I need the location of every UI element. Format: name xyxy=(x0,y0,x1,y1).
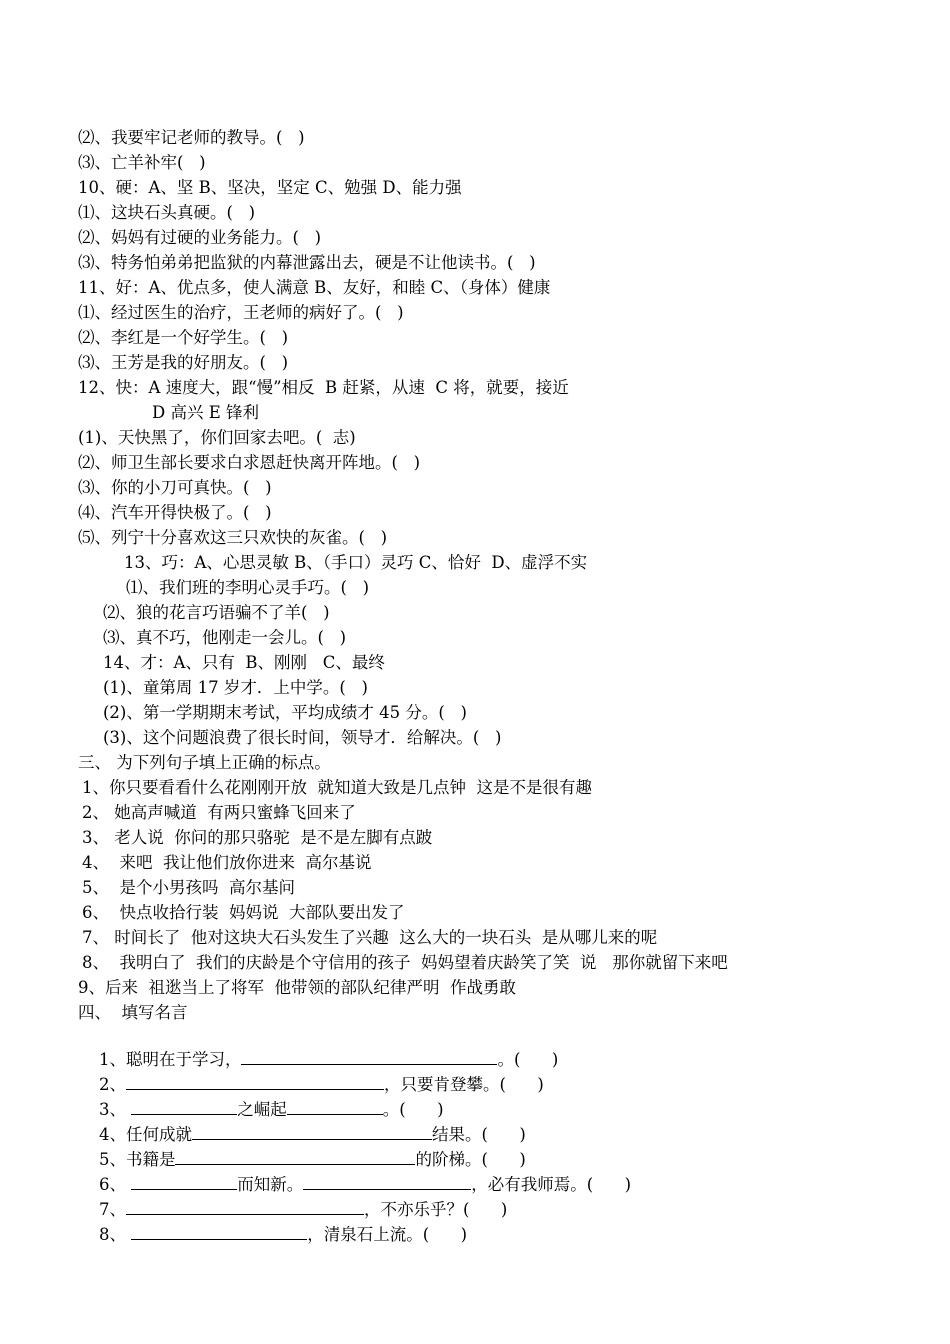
text-line: 11、好：A、优点多，使人满意 B、友好，和睦 C、（身体）健康 xyxy=(78,278,551,297)
quote-suffix: 的阶梯。( ) xyxy=(415,1150,526,1169)
text-line: ⑵、李红是一个好学生。( ) xyxy=(78,328,289,347)
section-heading: 三、 为下列句子填上正确的标点。 xyxy=(78,753,331,772)
quote-suffix: 。( ) xyxy=(382,1100,444,1119)
text-line: (3)、这个问题浪费了很长时间，领导才．给解决。( ) xyxy=(103,728,502,747)
text-line: ⑵、师卫生部长要求白求恩赶快离开阵地。( ) xyxy=(78,453,421,472)
text-line: ⑶、特务怕弟弟把监狱的内幕泄露出去，硬是不让他读书。( ) xyxy=(78,253,536,272)
text-line: (1)、童第周 17 岁才．上中学。( ) xyxy=(103,678,368,697)
text-line: 13、巧：A、心思灵敏 B、（手口）灵巧 C、恰好 D、虚浮不实 xyxy=(124,553,588,572)
text-line: ⑶、王芳是我的好朋友。( ) xyxy=(78,353,289,372)
quote-prefix: 4、任何成就 xyxy=(98,1125,192,1144)
text-line: ⑴、我们班的李明心灵手巧。( ) xyxy=(126,578,370,597)
quote-item xyxy=(78,1202,467,1268)
text-line: ⑶、真不巧，他刚走一会儿。( ) xyxy=(103,628,347,647)
quote-prefix: 5、书籍是 xyxy=(98,1150,176,1169)
quote-prefix: 8、 xyxy=(98,1225,132,1244)
text-line: ⑵、狼的花言巧语骗不了羊( ) xyxy=(103,603,330,622)
quote-middle: 之崛起 xyxy=(237,1100,287,1119)
text-line: 6、 快点收拾行装 妈妈说 大部队要出发了 xyxy=(82,903,405,922)
text-line: 4、 来吧 我让他们放你进来 高尔基说 xyxy=(82,853,372,872)
quote-suffix: ，必有我师焉。( ) xyxy=(471,1175,632,1194)
answer-blank[interactable] xyxy=(131,1224,307,1240)
text-line: 12、快：A 速度大，跟“慢”相反 B 赶紧，从速 C 将，就要，接近 xyxy=(78,378,569,397)
quote-prefix: 2、 xyxy=(98,1075,126,1094)
quote-prefix: 7、 xyxy=(98,1200,126,1219)
quote-prefix: 3、 xyxy=(98,1100,132,1119)
text-line: 9、后来 祖逖当上了将军 他带领的部队纪律严明 作战勇敢 xyxy=(78,978,516,997)
text-line: (2)、第一学期期末考试，平均成绩才 45 分。( ) xyxy=(103,703,467,722)
text-line: 3、 老人说 你问的那只骆驼 是不是左脚有点跛 xyxy=(82,828,433,847)
text-line: ⑶、亡羊补牢( ) xyxy=(78,153,206,172)
quote-prefix: 1、聪明在于学习， xyxy=(98,1050,242,1069)
text-line: 8、 我明白了 我们的庆龄是个守信用的孩子 妈妈望着庆龄笑了笑 说 那你就留下来吧 xyxy=(82,953,728,972)
quote-suffix: ，清泉石上流。( ) xyxy=(307,1225,468,1244)
text-line: ⑴、经过医生的治疗，王老师的病好了。( ) xyxy=(78,303,404,322)
quote-suffix: ，不亦乐乎？( ) xyxy=(363,1200,508,1219)
quote-middle: 而知新。 xyxy=(237,1175,304,1194)
text-line: ⑶、你的小刀可真快。( ) xyxy=(78,478,272,497)
text-line: 14、才：A、只有 B、刚刚 C、最终 xyxy=(103,653,385,672)
text-line: 7、 时间长了 他对这块大石头发生了兴趣 这么大的一块石头 是从哪儿来的呢 xyxy=(82,928,658,947)
text-line: 5、 是个小男孩吗 高尔基问 xyxy=(82,878,295,897)
text-line: ⑴、这块石头真硬。( ) xyxy=(78,203,256,222)
text-line: ⑵、妈妈有过硬的业务能力。( ) xyxy=(78,228,322,247)
text-line: ⑵、我要牢记老师的教导。( ) xyxy=(78,128,305,147)
text-line: ⑸、列宁十分喜欢这三只欢快的灰雀。( ) xyxy=(78,528,388,547)
text-line: 1、你只要看看什么花刚刚开放 就知道大致是几点钟 这是不是很有趣 xyxy=(82,778,592,797)
quote-suffix: 结果。( ) xyxy=(431,1125,526,1144)
text-line: D 高兴 E 锋利 xyxy=(152,403,260,422)
quote-suffix: ，只要肯登攀。( ) xyxy=(383,1075,544,1094)
section-heading: 四、 填写名言 xyxy=(78,1003,188,1022)
quote-prefix: 6、 xyxy=(98,1175,132,1194)
text-line: (1)、天快黑了，你们回家去吧。( 志) xyxy=(78,428,356,447)
quote-suffix: 。( ) xyxy=(497,1050,559,1069)
text-line: 2、 她高声喊道 有两只蜜蜂飞回来了 xyxy=(82,803,356,822)
text-line: ⑷、汽车开得快极了。( ) xyxy=(78,503,272,522)
text-line: 10、硬：A、坚 B、坚决，坚定 C、勉强 D、能力强 xyxy=(78,178,462,197)
